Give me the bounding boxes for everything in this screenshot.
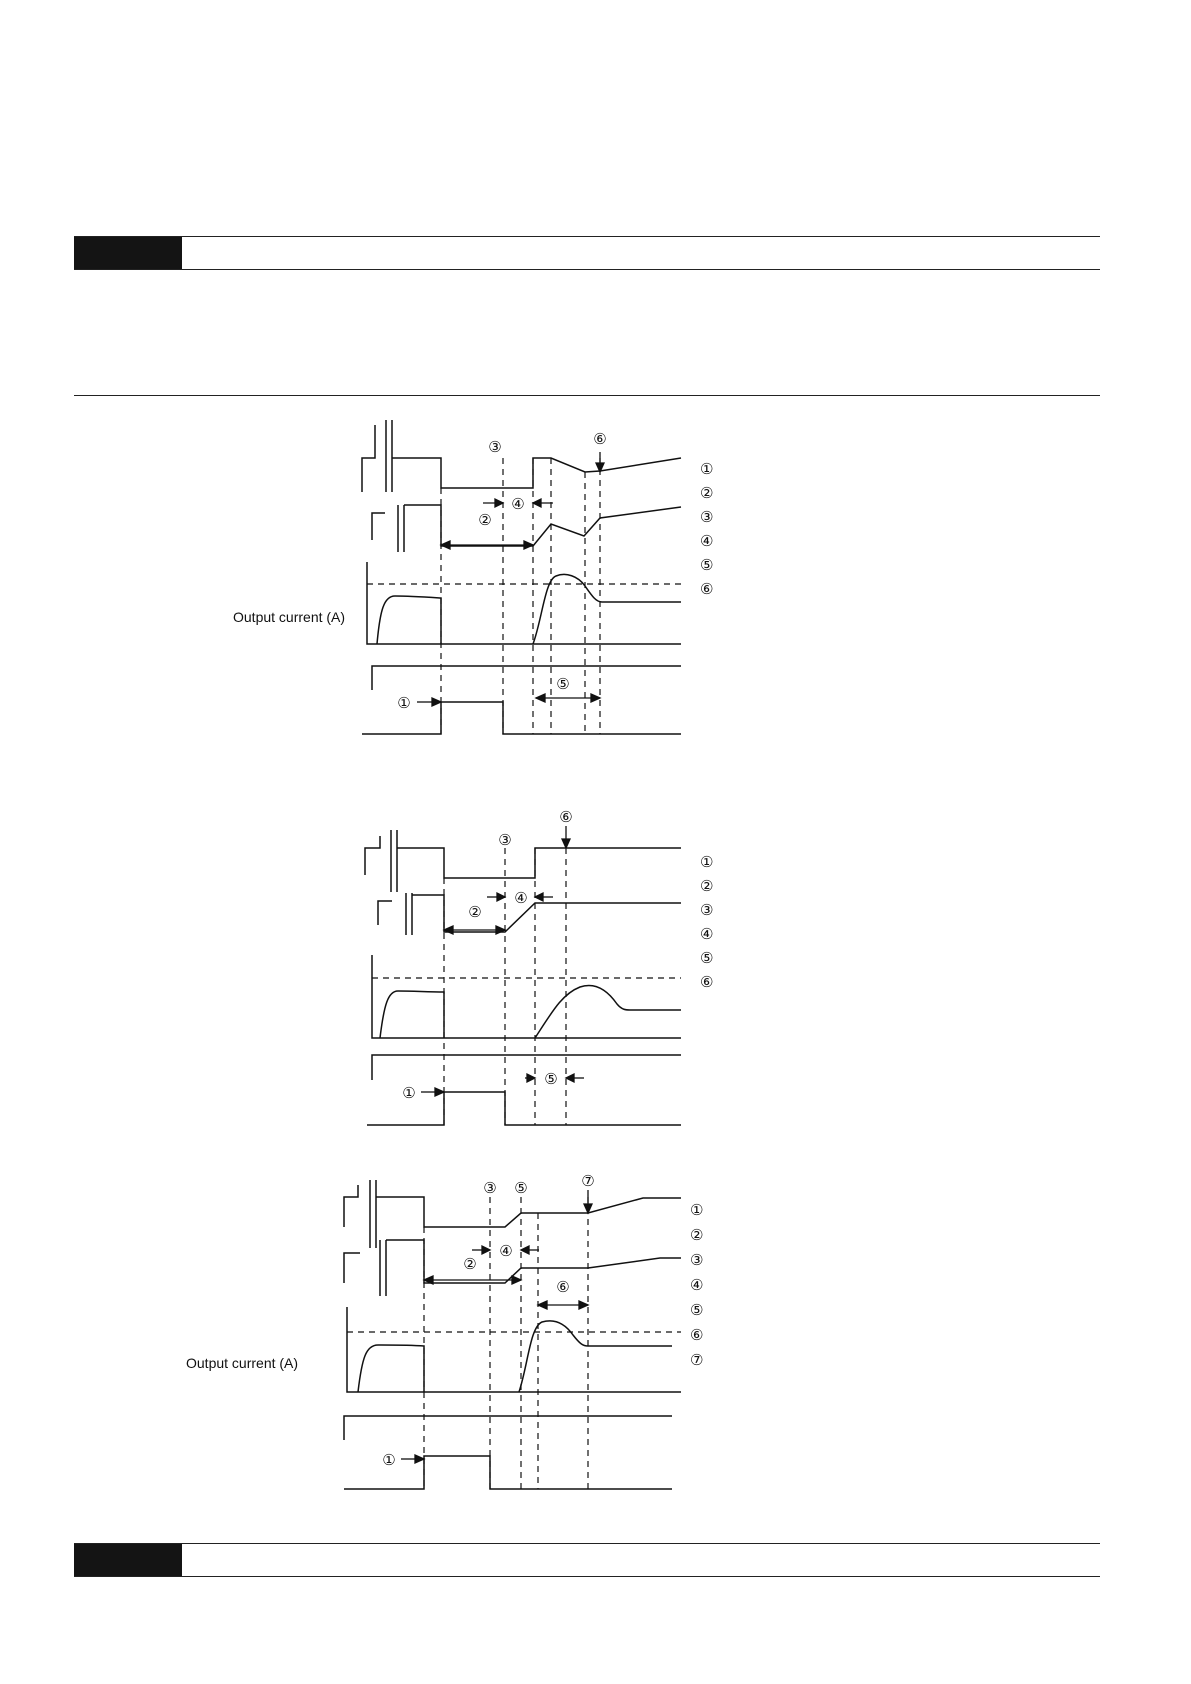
marker-label: ③ (488, 438, 502, 456)
legend-item: ② (700, 877, 714, 895)
signal-line (398, 505, 404, 552)
marker-label: ① (397, 694, 411, 712)
legend-item: ① (690, 1201, 704, 1219)
signal-line (377, 596, 441, 644)
legend-item: ③ (700, 901, 714, 919)
signal-line (392, 458, 681, 488)
legend-item: ② (690, 1226, 704, 1244)
marker-label: ⑤ (556, 675, 570, 693)
legend-item: ⑦ (690, 1351, 704, 1369)
section-rule (74, 395, 1100, 396)
marker-label: ⑦ (581, 1172, 595, 1190)
legend-item: ① (700, 853, 714, 871)
signal-line (358, 1345, 424, 1392)
footer-block (74, 1543, 182, 1577)
marker-label: ② (468, 903, 482, 921)
legend-item: ④ (690, 1276, 704, 1294)
signal-line (344, 1253, 360, 1283)
timing-diagram-2 (0, 800, 1191, 1130)
timing-diagram-3 (0, 1165, 1191, 1495)
signal-line (391, 830, 397, 892)
legend-item: ⑥ (700, 973, 714, 991)
marker-label: ② (478, 511, 492, 529)
legend-item: ③ (700, 508, 714, 526)
header-rule-bottom (74, 269, 1100, 270)
signal-line (372, 666, 681, 690)
legend-item: ⑤ (690, 1301, 704, 1319)
marker-label: ④ (511, 495, 525, 513)
signal-line (535, 985, 681, 1038)
signal-line (380, 1240, 386, 1296)
marker-label: ③ (483, 1179, 497, 1197)
legend-item: ⑥ (690, 1326, 704, 1344)
marker-label: ⑥ (593, 430, 607, 448)
footer-rule-bottom (74, 1576, 1100, 1577)
header-block (74, 236, 182, 270)
marker-label: ⑤ (544, 1070, 558, 1088)
signal-line (365, 836, 380, 875)
marker-label: ⑥ (556, 1278, 570, 1296)
marker-label: ③ (498, 831, 512, 849)
signal-line (367, 562, 681, 644)
signal-line (397, 848, 681, 878)
marker-label: ⑤ (514, 1179, 528, 1197)
y-axis-label: Output current (A) (186, 1355, 299, 1371)
signal-line (370, 1180, 376, 1248)
marker-label: ④ (514, 889, 528, 907)
signal-line (376, 1197, 681, 1227)
signal-line (404, 505, 681, 546)
legend-item: ① (700, 460, 714, 478)
signal-line (372, 513, 385, 540)
marker-label: ① (382, 1451, 396, 1469)
signal-line (378, 901, 392, 925)
legend-item: ④ (700, 925, 714, 943)
marker-label: ① (402, 1084, 416, 1102)
signal-line (372, 955, 681, 1038)
signal-line (344, 1185, 358, 1227)
marker-label: ⑥ (559, 808, 573, 826)
marker-label: ② (463, 1255, 477, 1273)
signal-line (362, 425, 375, 492)
legend-item: ⑤ (700, 949, 714, 967)
legend-item: ④ (700, 532, 714, 550)
header-rule-top (74, 236, 1100, 237)
signal-line (533, 574, 681, 644)
signal-line (386, 420, 392, 492)
legend-item: ⑥ (700, 580, 714, 598)
signal-line (344, 1416, 672, 1440)
footer-rule-top (74, 1543, 1100, 1544)
legend-item: ③ (690, 1251, 704, 1269)
marker-label: ④ (499, 1242, 513, 1260)
y-axis-label: Output current (A) (233, 609, 346, 625)
legend-item: ⑤ (700, 556, 714, 574)
signal-line (347, 1307, 681, 1392)
timing-diagram-1 (0, 420, 1191, 750)
signal-line (380, 991, 444, 1038)
signal-line (406, 893, 412, 935)
legend-item: ② (700, 484, 714, 502)
